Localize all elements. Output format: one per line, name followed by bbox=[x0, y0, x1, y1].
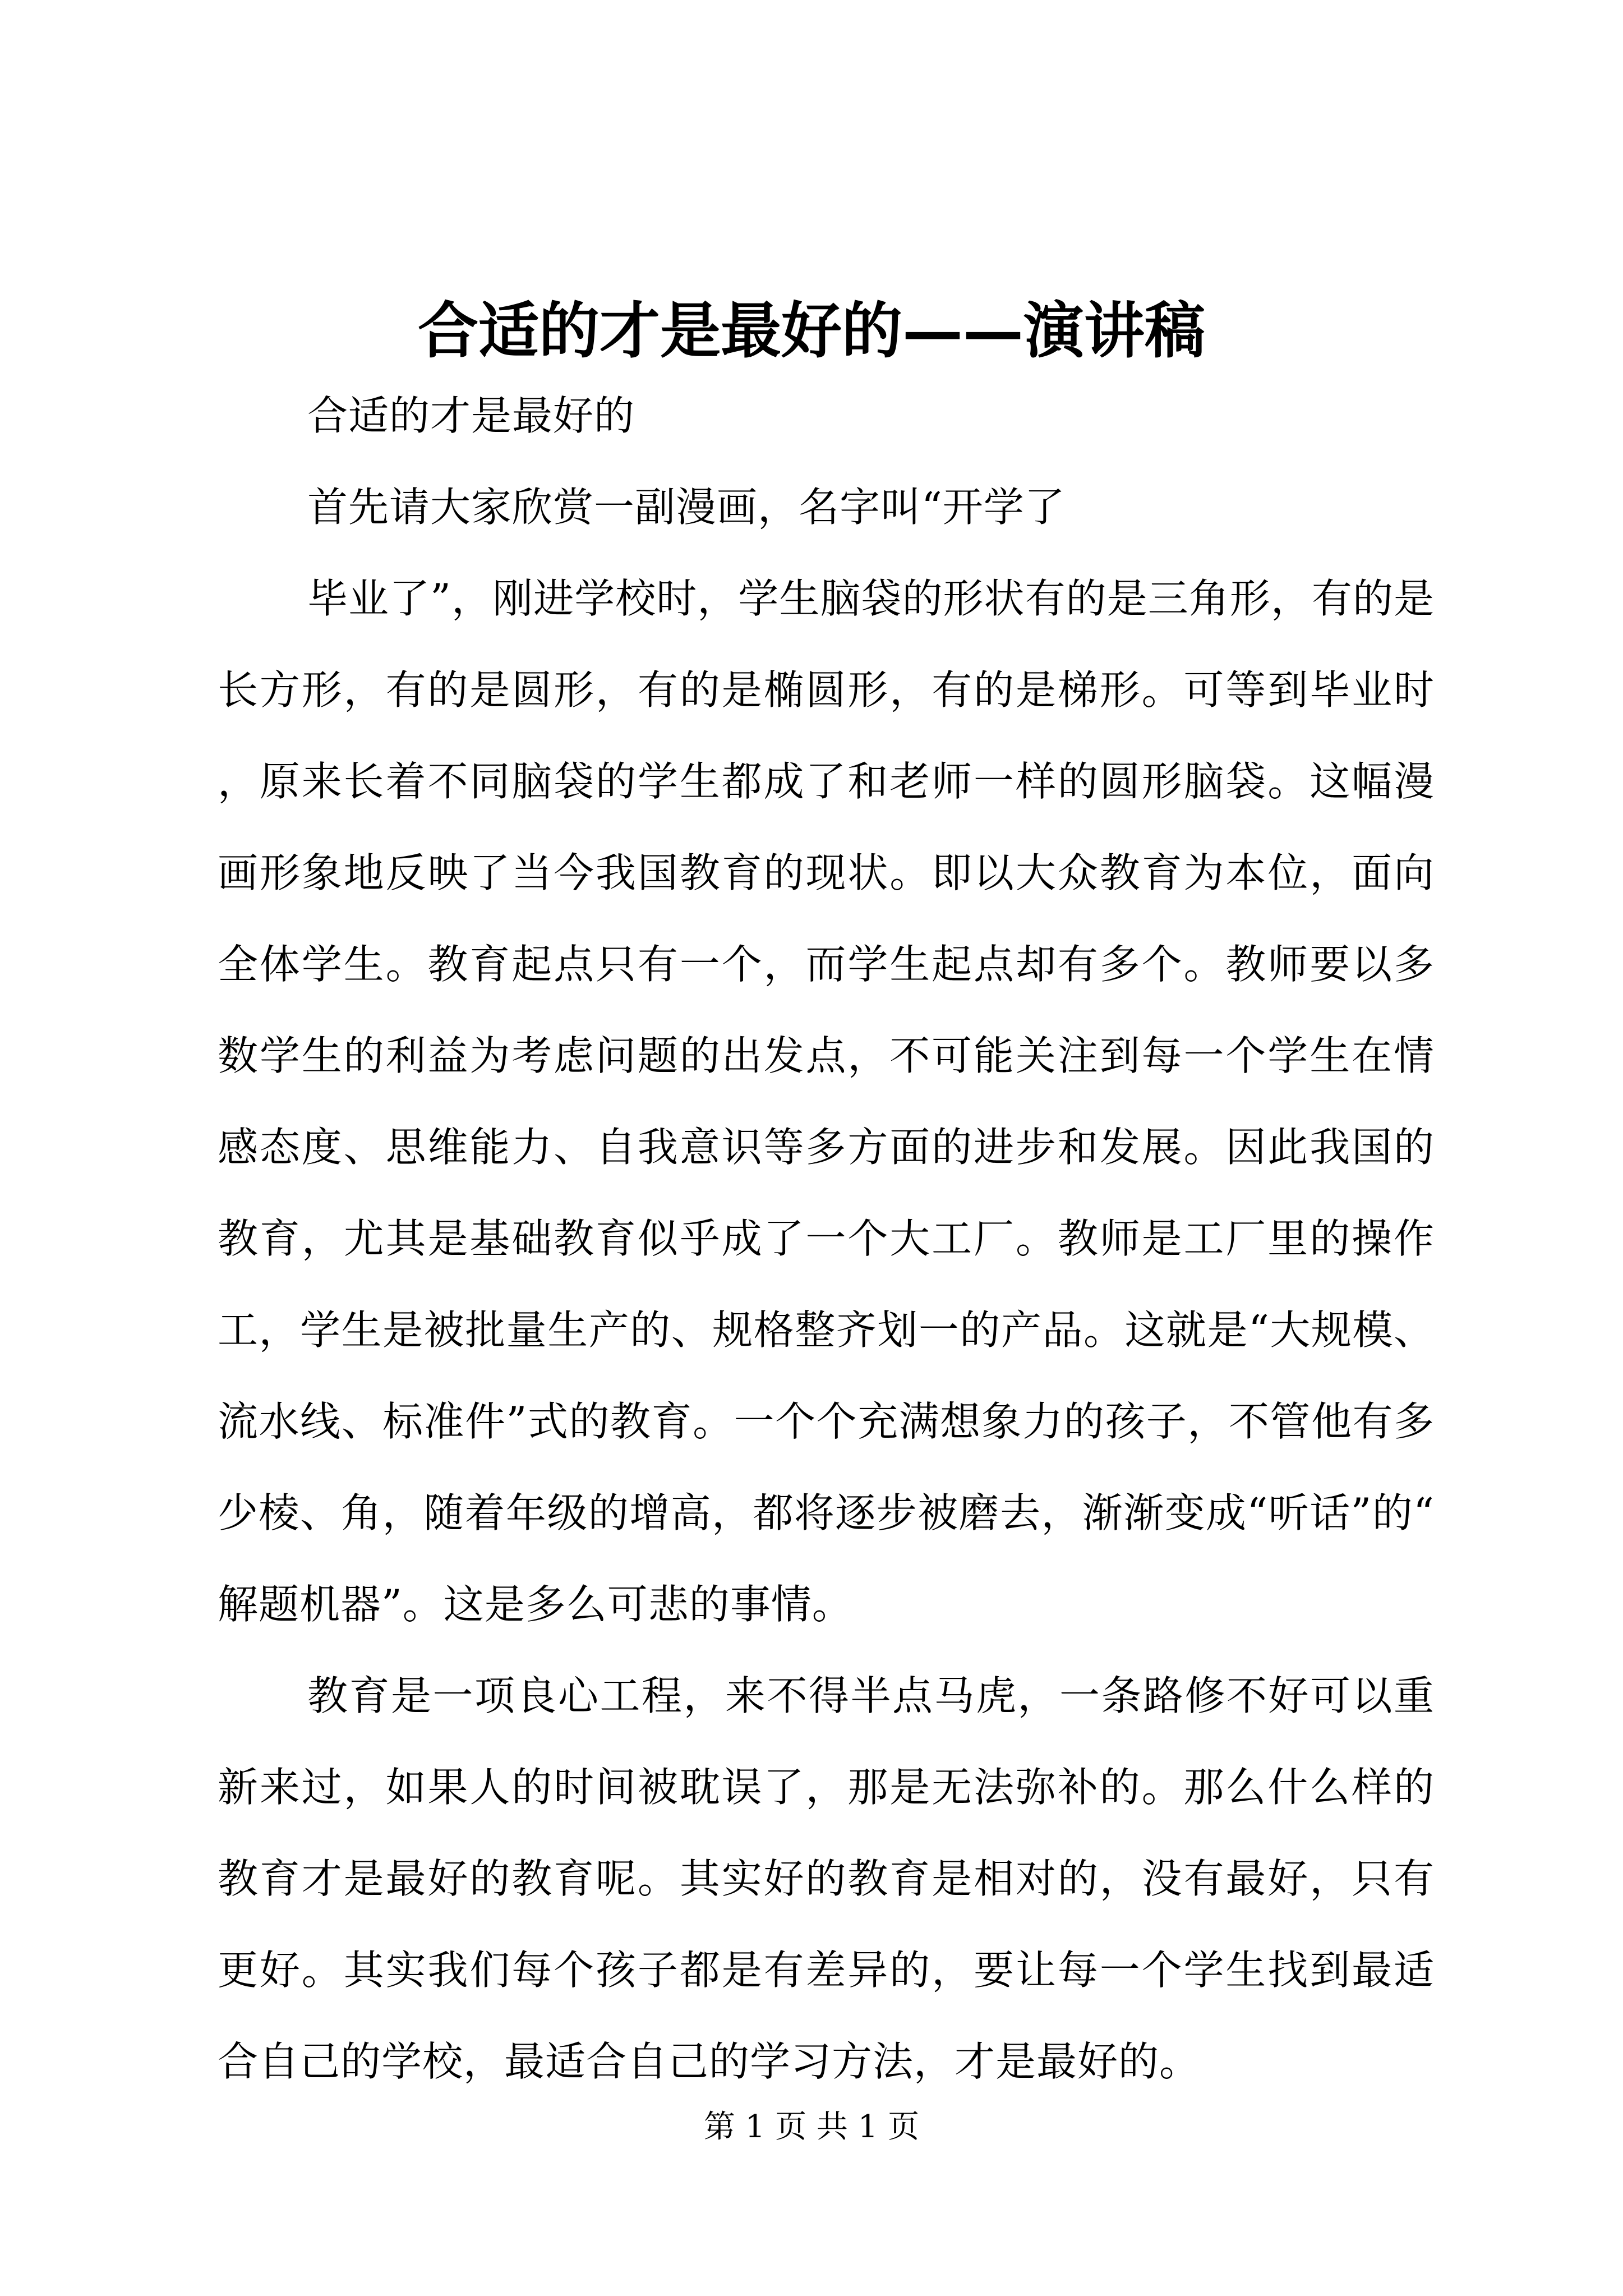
page-footer: 第 1 页 共 1 页 bbox=[703, 2109, 920, 2145]
document-body bbox=[218, 370, 1435, 2108]
paragraph-subtitle: 合适的才是最好的 bbox=[307, 392, 635, 439]
paragraph-intro: 首先请大家欣赏一副漫画，名字叫“开学了 bbox=[307, 484, 1066, 531]
paragraph-cartoon-description: 毕业了”，刚进学校时，学生脑袋的形状有的是三角形，有的是长方形，有的是圆形，有的是椭圆形，有的是梯形。可等到毕业时，原来长着不同脑袋的学生都成了和老师一样的圆形脑袋。这幅漫画形象地反映了当今我国教育的现状。即以大众教育为本位，面向全体学生。教育起点只有一个，而学生起点却有多个。教师要以多数学生的利益为考虑问题的出发点，不可能关注到每一个学生在情感态度、思维能力、自我意识等多方面的进步和发展。因此我国的教育，尤其是基础教育似乎成了一个大工厂。教师是工厂里的操作工，学生是被批量生产的、规格整齐划一的产品。这就是“大规模、流水线、标准件”式的教育。一个个充满想象力的孩子，不管他有多少棱、角，随着年级的增高，都将逐步被磨去，渐渐变成“听话”的“解题机器”。这是多么可悲的事情。 bbox=[218, 575, 1435, 1628]
paragraph-conclusion: 教育是一项良心工程，来不得半点马虎，一条路修不好可以重新来过，如果人的时间被耽误了，那是无法弥补的。那么什么样的教育才是最好的教育呢。其实好的教育是相对的，没有最好，只有更好。其实我们每个孩子都是有差异的，要让每一个学生找到最适合自己的学校，最适合自己的学习方法，才是最好的。 bbox=[218, 1672, 1435, 2085]
document-title: 合适的才是最好的——演讲稿 bbox=[417, 296, 1205, 366]
